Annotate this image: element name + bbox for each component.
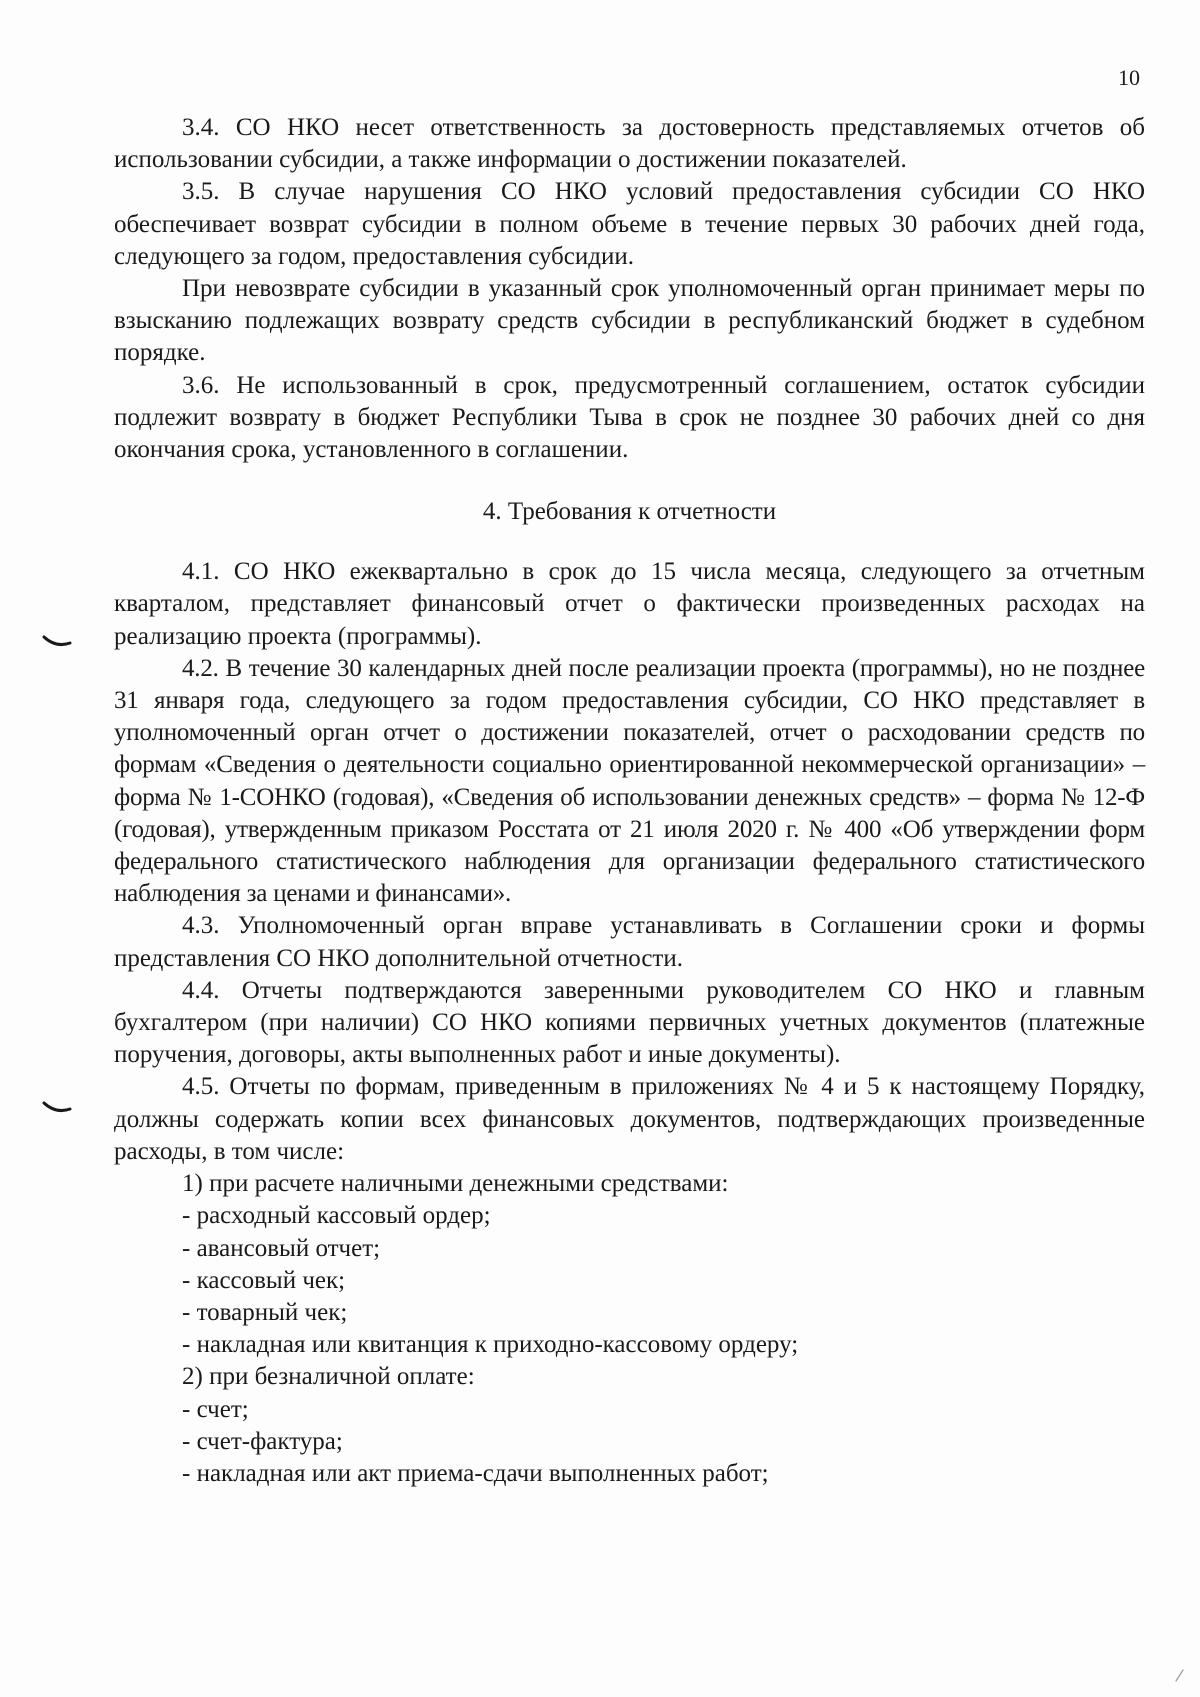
list-item: - накладная или квитанция к приходно-кассовому ордеру; (182, 1331, 799, 1359)
margin-tick-mark (42, 1100, 72, 1114)
paragraph-3-6: 3.6. Не использованный в срок, предусмотренный соглашением, остаток субсидии подлежит возврату в бюджет Республики Тыва в срок не позднее 30 рабочих дней со дня окончания срока, установленного в соглашении. (114, 371, 1145, 464)
document-list (114, 1168, 1145, 1490)
list-item: - авансовый отчет; (182, 1234, 381, 1262)
list-item: - кассовый чек; (182, 1266, 346, 1294)
section-4-heading: 4. Требования к отчетности (482, 498, 777, 526)
document-body (114, 112, 1145, 1490)
paragraph-4-4: 4.4. Отчеты подтверждаются заверенными руководителем СО НКО и главным бухгалтером (при наличии) СО НКО копиями первичных учетных документов (платежные поручения, договоры, акты выполненных работ и иные документы). (114, 976, 1145, 1069)
margin-tick-mark (42, 634, 72, 648)
paragraph-4-1: 4.1. СО НКО ежеквартально в срок до 15 числа месяца, следующего за отчетным кварталом, представляет финансовый отчет о фактически произведенных расходах на реализацию проекта (программы). (114, 558, 1145, 650)
list-item: - расходный кассовый ордер; (182, 1202, 491, 1230)
paragraph-4-2: 4.2. В течение 30 календарных дней после реализации проекта (программы), но не позднее 31 января года, следующего за годом предоставления субсидии, СО НКО представляет в уполномоченный орган отчет о достижении показателей, отчет о расходовании средств по формам «Сведения о деятельности социально ориентированной некоммерческой организации» – форма № 1-СОНКО (годовая), «Сведения об использовании денежных средств» – форма № 12-Ф (годовая), утвержденным приказом Росстата от 21 июля 2020 г. № 400 «Об утверждении форм федерального статистического наблюдения для организации федерального статистического наблюдения за ценами и финансами». (114, 654, 1145, 908)
list-item: - счет; (182, 1395, 249, 1423)
paragraph-3-5-non-return: При невозврате субсидии в указанный срок уполномоченный орган принимает меры по взысканию подлежащих возврату средств субсидии в республиканский бюджет в судебном порядке. (114, 275, 1145, 367)
list-item: - товарный чек; (182, 1298, 348, 1326)
paragraph-4-3: 4.3. Уполномоченный орган вправе устанавливать в Соглашении сроки и формы представления СО НКО дополнительной отчетности. (114, 912, 1145, 972)
scan-speck-mark (1174, 1667, 1186, 1683)
paragraph-3-5: 3.5. В случае нарушения СО НКО условий предоставления субсидии СО НКО обеспечивает возврат субсидии в полном объеме в течение первых 30 рабочих дней года, следующего за годом, предоставления субсидии. (114, 178, 1145, 270)
paragraph-4-5: 4.5. Отчеты по формам, приведенным в приложениях № 4 и 5 к настоящему Порядку, должны содержать копии всех финансовых документов, подтверждающих произведенные расходы, в том числе: (114, 1073, 1145, 1165)
paragraph-3-4: 3.4. СО НКО несет ответственность за достоверность представляемых отчетов об использовании субсидии, а также информации о достижении показателей. (114, 114, 1145, 174)
list-item: 1) при расчете наличными денежными средствами: (182, 1170, 729, 1198)
list-item: - счет-фактура; (182, 1427, 343, 1455)
list-item: 2) при безналичной оплате: (182, 1363, 475, 1391)
page-number: 10 (1118, 65, 1140, 90)
list-item: - накладная или акт приема-сдачи выполненных работ; (182, 1459, 769, 1487)
